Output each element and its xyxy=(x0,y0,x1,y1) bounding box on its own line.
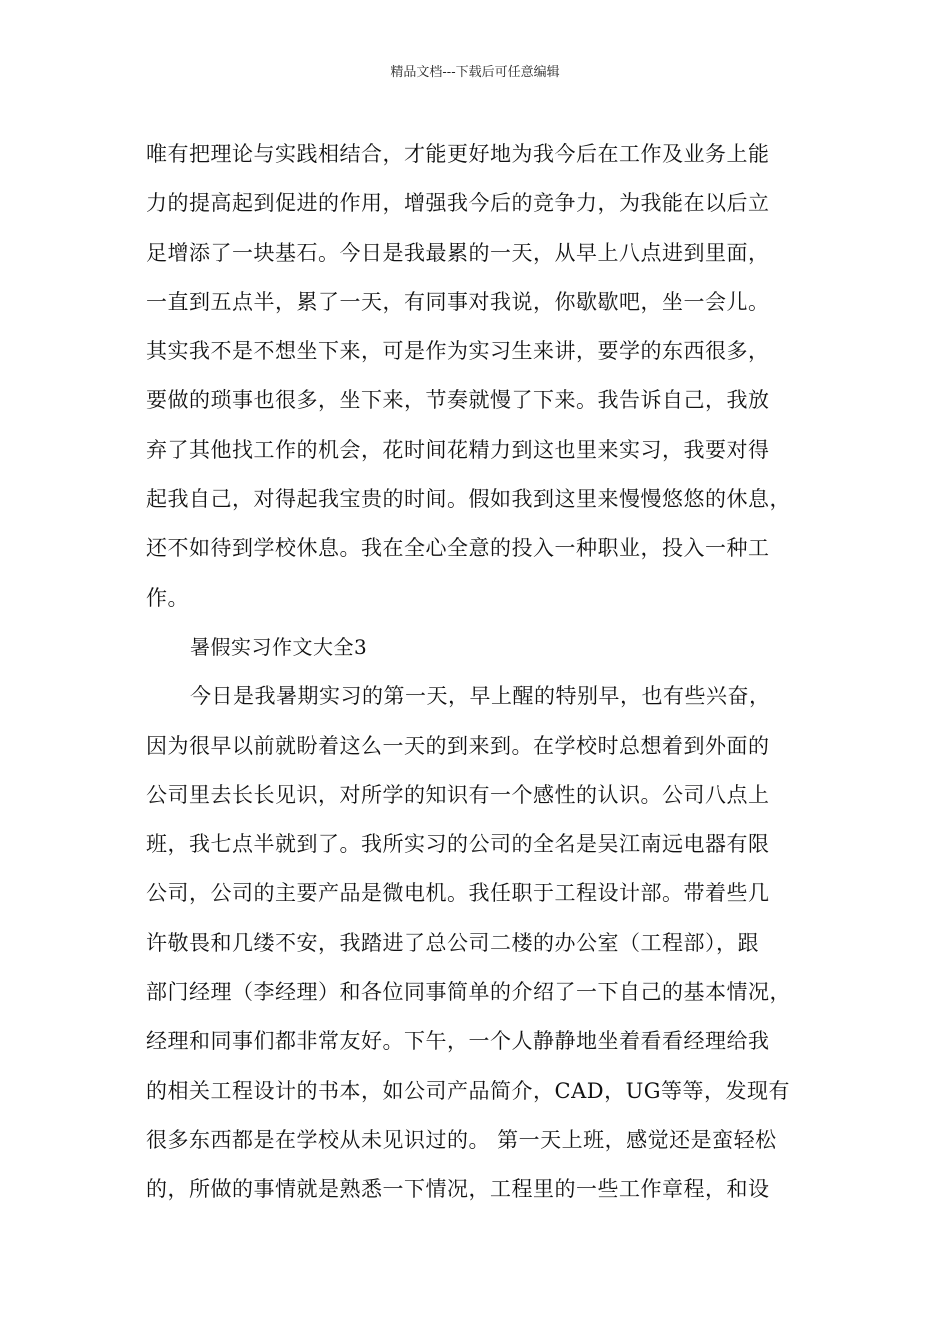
text-line: 的相关工程设计的书本，如公司产品简介，CAD，UG等等，发现有 xyxy=(146,1078,791,1103)
text-line: 弃了其他找工作的机会，花时间花精力到这也里来实习，我要对得 xyxy=(146,437,770,462)
text-line: 部门经理（李经理）和各位同事简单的介绍了一下自己的基本情况， xyxy=(146,980,791,1005)
text-line: 许敬畏和几缕不安，我踏进了总公司二楼的办公室（工程部），跟 xyxy=(146,930,759,955)
paragraph-first-line: 今日是我暑期实习的第一天，早上醒的特别早，也有些兴奋， xyxy=(190,684,771,709)
text-line: 班，我七点半就到了。我所实习的公司的全名是吴江南远电器有限 xyxy=(146,832,770,857)
text-line: 的，所做的事情就是熟悉一下情况，工程里的一些工作章程，和设 xyxy=(146,1177,770,1202)
text-line: 公司，公司的主要产品是微电机。我任职于工程设计部。带着些几 xyxy=(146,881,770,906)
text-line: 起我自己，对得起我宝贵的时间。假如我到这里来慢慢悠悠的休息， xyxy=(146,487,791,512)
text-line: 唯有把理论与实践相结合，才能更好地为我今后在工作及业务上能 xyxy=(146,142,770,166)
text-line: 要做的琐事也很多，坐下来，节奏就慢了下来。我告诉自己，我放 xyxy=(146,388,770,413)
text-line: 足增添了一块基石。今日是我最累的一天，从早上八点进到里面， xyxy=(146,240,770,265)
text-line: 经理和同事们都非常友好。下午，一个人静静地坐着看看经理给我 xyxy=(146,1029,770,1054)
text-line: 公司里去长长见识，对所学的知识有一个感性的认识。公司八点上 xyxy=(146,782,770,807)
text-line: 其实我不是不想坐下来，可是作为实习生来讲，要学的东西很多， xyxy=(146,339,770,364)
text-line: 还不如待到学校休息。我在全心全意的投入一种职业，投入一种工 xyxy=(146,536,770,561)
text-line: 作。 xyxy=(146,585,189,610)
page-header: 精品文档---下载后可任意编辑 xyxy=(390,65,560,80)
text-line: 一直到五点半，累了一天，有同事对我说，你歇歇吧，坐一会儿。 xyxy=(146,289,770,314)
document-body xyxy=(146,130,836,1215)
text-line: 很多东西都是在学校从未见识过的。 第一天上班，感觉还是蛮轻松 xyxy=(146,1127,777,1152)
text-line: 力的提高起到促进的作用，增强我今后的竞争力，为我能在以后立 xyxy=(146,191,770,216)
section-heading: 暑假实习作文大全3 xyxy=(190,634,368,659)
text-line: 因为很早以前就盼着这么一天的到来到。在学校时总想着到外面的 xyxy=(146,733,770,758)
